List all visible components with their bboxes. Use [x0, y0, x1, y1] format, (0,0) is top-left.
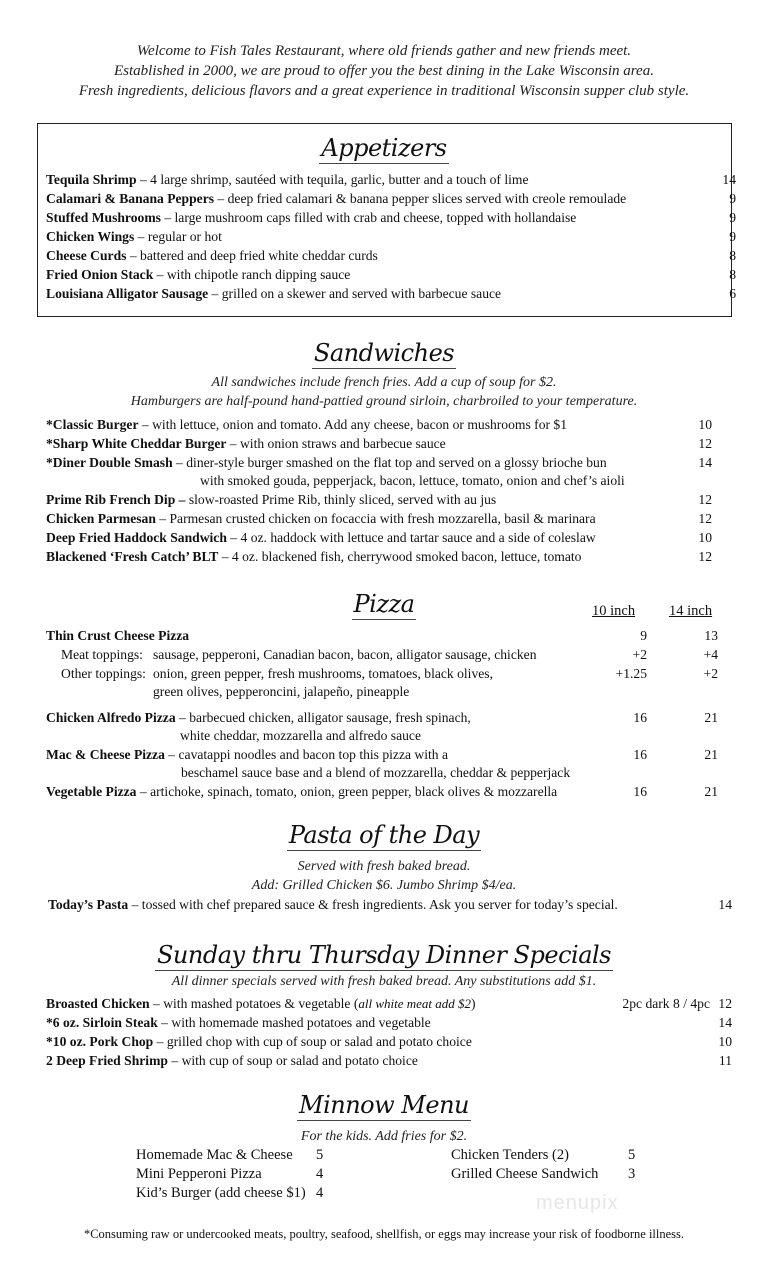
item-name: *6 oz. Sirloin Steak — [46, 1015, 158, 1030]
item-name: Fried Onion Stack — [46, 267, 154, 282]
item-price: 5 — [316, 1147, 324, 1163]
item-name: Grilled Cheese Sandwich — [451, 1166, 599, 1182]
item-name: Chicken Wings — [46, 229, 135, 244]
note-line: All sandwiches include french fries. Add a cup of soup for $2. — [211, 375, 557, 390]
item-name: Broasted Chicken — [46, 996, 150, 1011]
section-title: Appetizers — [321, 134, 447, 162]
item-price: 14 — [718, 1015, 732, 1030]
item-price: 4 — [316, 1166, 324, 1182]
minnow-list-left — [136, 1146, 326, 1203]
item-price: 12 — [698, 511, 712, 526]
menu-item — [46, 284, 736, 303]
appetizers-heading — [0, 133, 768, 164]
menu-item — [46, 745, 726, 764]
price-14inch: +4 — [703, 647, 718, 662]
item-description-continued: white cheddar, mozzarella and alfredo sauce — [180, 728, 421, 743]
price-14inch: 21 — [704, 784, 718, 799]
toppings-list: sausage, pepperoni, Canadian bacon, bacon, alligator sausage, chicken — [153, 647, 537, 662]
minnow-note — [0, 1128, 768, 1147]
item-desc: – with cup of soup or salad and potato choice — [167, 1053, 418, 1068]
item-price: 10 — [718, 1034, 732, 1049]
toppings-list: onion, green pepper, fresh mushrooms, tomatoes, black olives, — [153, 666, 493, 681]
footer-disclaimer: *Consuming raw or undercooked meats, poultry, seafood, shellfish, or eggs may increase your risk of foodborne illness. — [83, 1227, 685, 1241]
specials-list — [46, 994, 732, 1070]
watermark: menupix — [536, 1192, 619, 1214]
item-price: 14 — [722, 172, 736, 187]
pasta-notes — [0, 858, 768, 895]
price-10inch: +2 — [632, 647, 647, 662]
price-10inch: 16 — [633, 710, 647, 725]
item-name: Tequila Shrimp — [46, 172, 137, 187]
item-price: 12 — [698, 549, 712, 564]
item-desc: – grilled chop with cup of soup or salad and potato choice — [153, 1034, 472, 1049]
item-note: all white meat add $2 — [358, 996, 472, 1011]
item-desc: – with homemade mashed potatoes and vegetable — [157, 1015, 431, 1030]
item-name: Deep Fried Haddock Sandwich — [46, 530, 227, 545]
price-14inch: +2 — [703, 666, 718, 681]
menu-item — [46, 490, 726, 509]
appetizers-list — [46, 170, 736, 303]
toppings-label: Other toppings: — [61, 666, 146, 681]
kids-item — [136, 1146, 326, 1165]
kids-item — [136, 1184, 326, 1203]
sandwiches-heading — [0, 338, 768, 369]
item-desc-end: ) — [471, 996, 476, 1011]
item-name: Cheese Curds — [46, 248, 127, 263]
item-desc: – large mushroom caps filled with crab and cheese, topped with hollandaise — [160, 210, 577, 225]
note-line: Add: Grilled Chicken $6. Jumbo Shrimp $4/ea. — [251, 877, 517, 893]
item-name: Mac & Cheese Pizza — [46, 747, 165, 762]
price-14inch: 13 — [704, 628, 718, 643]
pizza-col-14inch: 14 inch — [669, 603, 713, 619]
pasta-list — [48, 895, 732, 914]
welcome-intro — [0, 41, 768, 101]
kids-item — [136, 1165, 326, 1184]
item-name: Mini Pepperoni Pizza — [136, 1166, 262, 1182]
item-name: Chicken Tenders (2) — [451, 1147, 569, 1163]
section-title: Sandwiches — [313, 339, 455, 367]
item-name: Chicken Parmesan — [46, 511, 156, 526]
toppings-row — [46, 664, 726, 683]
intro-line: Fresh ingredients, delicious flavors and a great experience in traditional Wisconsin supper club style. — [78, 83, 690, 99]
item-desc: – deep fried calamari & banana pepper slices served with creole remoulade — [214, 191, 627, 206]
price-14inch: 21 — [704, 710, 718, 725]
menu-item — [46, 528, 726, 547]
item-desc: – with onion straws and barbecue sauce — [226, 436, 446, 451]
kids-item — [451, 1146, 641, 1165]
section-title: Minnow Menu — [299, 1091, 469, 1119]
sandwiches-list — [46, 415, 726, 566]
item-name: *Sharp White Cheddar Burger — [46, 436, 227, 451]
item-desc: – Parmesan crusted chicken on focaccia with fresh mozzarella, basil & marinara — [155, 511, 596, 526]
item-desc: – grilled on a skewer and served with barbecue sauce — [208, 286, 502, 301]
price-10inch: +1.25 — [615, 666, 647, 681]
item-desc: – 4 large shrimp, sautéed with tequila, garlic, butter and a touch of lime — [136, 172, 529, 187]
note-line: For the kids. Add fries for $2. — [300, 1129, 468, 1144]
item-price: 12 — [698, 436, 712, 451]
item-price-note: 2pc dark 8 / 4pc — [622, 996, 710, 1011]
pizza-heading — [0, 589, 768, 620]
item-price: 8 — [729, 267, 736, 282]
item-name: Today’s Pasta — [48, 897, 129, 912]
pizza-col-10inch: 10 inch — [592, 603, 636, 619]
intro-line: Established in 2000, we are proud to offer you the best dining in the Lake Wisconsin area. — [114, 63, 654, 79]
item-price: 14 — [718, 897, 732, 912]
toppings-continued: green olives, pepperoncini, jalapeño, pineapple — [153, 684, 410, 699]
item-name: Kid’s Burger (add cheese $1) — [136, 1185, 306, 1201]
minnow-list-right — [451, 1146, 641, 1184]
item-name: *10 oz. Pork Chop — [46, 1034, 154, 1049]
item-desc: – artichoke, spinach, tomato, onion, green pepper, black olives & mozzarella — [136, 784, 558, 799]
item-price: 14 — [698, 455, 712, 470]
note-line: Hamburgers are half-pound hand-pattied ground sirloin, charbroiled to your temperature. — [130, 393, 638, 409]
item-desc: – cavatappi noodles and bacon top this pizza with a — [164, 747, 449, 762]
menu-item — [46, 170, 736, 189]
menu-item — [46, 547, 726, 566]
item-desc: – regular or hot — [134, 229, 222, 244]
item-desc: – battered and deep fried white cheddar curds — [126, 248, 378, 263]
item-desc: – with mashed potatoes & vegetable ( — [149, 996, 359, 1011]
menu-item — [46, 189, 736, 208]
item-price: 12 — [698, 492, 712, 507]
item-name: Vegetable Pizza — [46, 784, 137, 799]
menu-item — [46, 1013, 732, 1032]
item-desc: slow-roasted Prime Rib, thinly sliced, served with au jus — [185, 492, 497, 507]
price-10inch: 16 — [633, 784, 647, 799]
note-line: All dinner specials served with fresh baked bread. Any substitutions add $1. — [171, 974, 597, 989]
item-description-continued: beschamel sauce base and a blend of mozzarella, cheddar & pepperjack — [181, 765, 571, 780]
menu-item — [46, 626, 726, 645]
item-price: 8 — [729, 248, 736, 263]
item-name: Louisiana Alligator Sausage — [46, 286, 209, 301]
item-name: Prime Rib French Dip – — [46, 492, 186, 507]
minnow-heading — [0, 1090, 768, 1121]
item-price: 4 — [316, 1185, 324, 1201]
specials-note — [0, 973, 768, 992]
item-name: Chicken Alfredo Pizza — [46, 710, 176, 725]
toppings-row — [46, 645, 726, 664]
item-desc: – with lettuce, onion and tomato. Add any cheese, bacon or mushrooms for $1 — [138, 417, 568, 432]
menu-item — [46, 1051, 732, 1070]
price-10inch: 16 — [633, 747, 647, 762]
toppings-label: Meat toppings: — [61, 647, 143, 662]
menu-item — [48, 895, 732, 914]
item-name: Homemade Mac & Cheese — [136, 1147, 293, 1163]
item-name: Blackened ‘Fresh Catch’ BLT — [46, 549, 219, 564]
item-desc: – 4 oz. blackened fish, cherrywood smoked bacon, lettuce, tomato — [218, 549, 582, 564]
menu-item — [46, 782, 726, 801]
item-desc: – barbecued chicken, alligator sausage, fresh spinach, — [175, 710, 471, 725]
item-price: 9 — [729, 229, 736, 244]
item-name: Stuffed Mushrooms — [46, 210, 161, 225]
item-price: 6 — [729, 286, 736, 301]
menu-item — [46, 453, 726, 472]
pasta-heading — [0, 820, 768, 851]
menu-item — [46, 994, 732, 1013]
pizza-list — [46, 626, 726, 801]
item-price: 10 — [698, 417, 712, 432]
menu-item — [46, 434, 726, 453]
item-name: 2 Deep Fried Shrimp — [46, 1053, 168, 1068]
spacer — [46, 701, 726, 708]
item-name: Thin Crust Cheese Pizza — [46, 628, 190, 643]
kids-item — [451, 1165, 641, 1184]
item-price: 9 — [729, 210, 736, 225]
price-10inch: 9 — [640, 628, 647, 643]
item-price: 12 — [718, 996, 732, 1011]
menu-item — [46, 509, 726, 528]
intro-line: Welcome to Fish Tales Restaurant, where old friends gather and new friends meet. — [136, 43, 632, 59]
section-title: Pizza — [353, 590, 415, 618]
sandwiches-notes — [0, 374, 768, 411]
item-name: Calamari & Banana Peppers — [46, 191, 215, 206]
menu-item — [46, 415, 726, 434]
item-price: 11 — [718, 1053, 732, 1068]
menu-item — [46, 227, 736, 246]
section-title: Sunday thru Thursday Dinner Specials — [156, 941, 611, 969]
price-14inch: 21 — [704, 747, 718, 762]
item-desc: – tossed with chef prepared sauce & fresh ingredients. Ask you server for today’s special. — [128, 897, 618, 912]
menu-item — [46, 246, 736, 265]
section-title: Pasta of the Day — [288, 821, 480, 849]
item-price: 10 — [698, 530, 712, 545]
item-description-continued: with smoked gouda, pepperjack, bacon, lettuce, tomato, onion and chef’s aioli — [200, 473, 625, 488]
item-name: *Diner Double Smash — [46, 455, 173, 470]
menu-item — [46, 708, 726, 727]
item-desc: – diner-style burger smashed on the flat top and served on a glossy brioche bun — [172, 455, 607, 470]
item-price: 5 — [628, 1147, 636, 1163]
item-price: 3 — [628, 1166, 636, 1182]
menu-item — [46, 1032, 732, 1051]
note-line: Served with fresh baked bread. — [297, 859, 471, 874]
item-price: 9 — [729, 191, 736, 206]
menu-item — [46, 208, 736, 227]
specials-heading — [0, 940, 768, 971]
menu-item — [46, 265, 736, 284]
item-name: *Classic Burger — [46, 417, 139, 432]
item-desc: – with chipotle ranch dipping sauce — [153, 267, 351, 282]
item-desc: – 4 oz. haddock with lettuce and tartar sauce and a side of coleslaw — [226, 530, 596, 545]
